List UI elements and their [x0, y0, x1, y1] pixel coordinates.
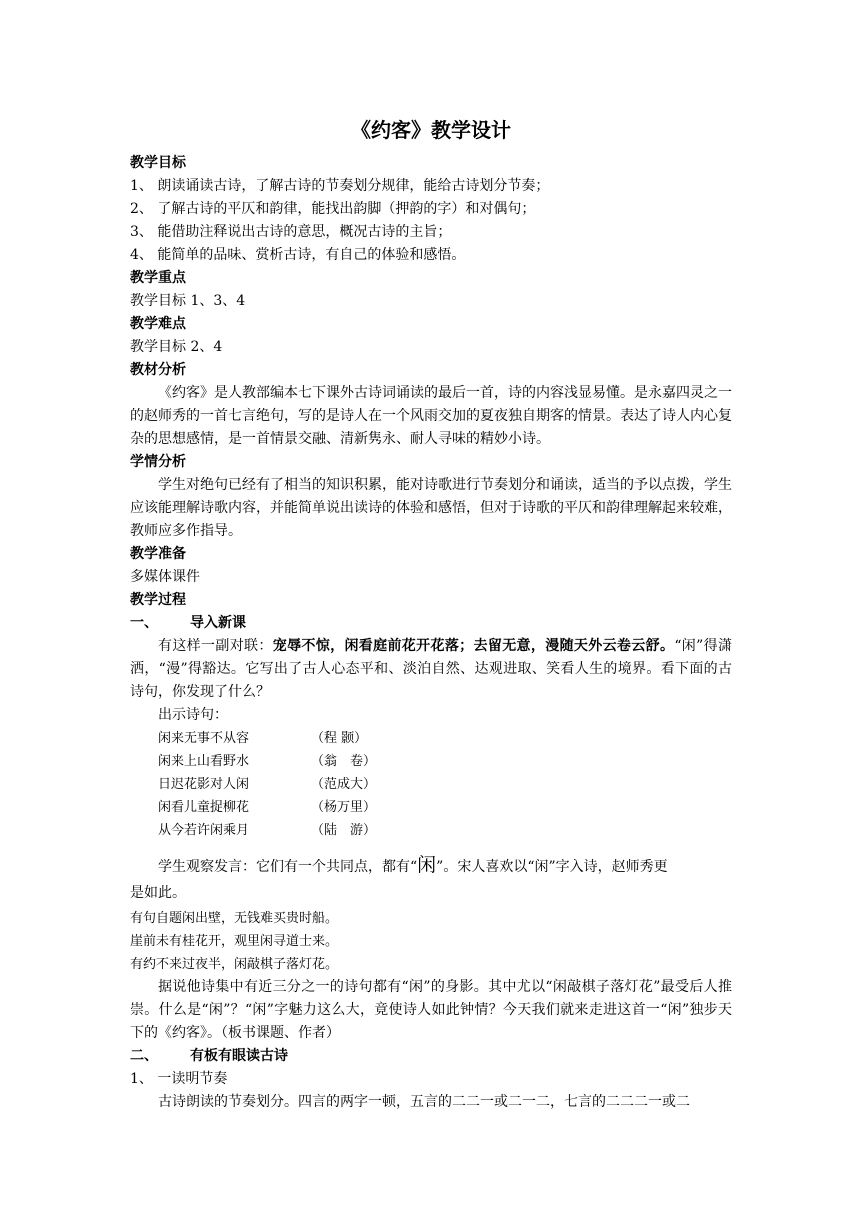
page-title: 《约客》教学设计	[351, 118, 511, 142]
heading-key-points: 教学重点	[130, 270, 186, 286]
intro-paragraph	[130, 635, 732, 704]
zhao-poem-line: 有句自题闲出壁，无钱难买贵时船。	[130, 911, 339, 926]
poem-line: 闲来上山看野水 （翁 卷）	[158, 754, 377, 769]
rhythm-paragraph: 古诗朗读的节奏划分。四言的两字一顿，五言的二二一或二一二，七言的二二二一或二	[158, 1094, 690, 1110]
section-1-heading	[130, 612, 732, 635]
zhao-poem-line: 崖前未有桂花开，观里闲寻道士来。	[130, 934, 339, 949]
heading-material-analysis: 教材分析	[130, 362, 186, 378]
heading-process: 教学过程	[130, 592, 186, 608]
objective-item: 1、 朗读诵读古诗，了解古诗的节奏划分规律，能给古诗划分节奏；	[130, 178, 550, 194]
observation-line: 学生观察发言：它们有一个共同点，都有“闲”。宋人喜欢以“闲”字入诗，赵师秀更	[158, 854, 668, 876]
poem-line: 日迟花影对人闲 （范成大）	[158, 777, 377, 792]
couplet-text: 宠辱不惊，闲看庭前花开花落；去留无意，漫随天外云卷云舒。	[272, 638, 675, 654]
intro-post: “闲”得潇洒，“漫”得豁达。它写出了古人心态平和、淡泊自然、达观进取、笑看人生的境界。看下面的古诗句，你发现了什么？	[130, 638, 732, 700]
spacer	[130, 842, 732, 850]
objective-item: 3、 能借助注释说出古诗的意思，概况古诗的主旨；	[130, 224, 452, 240]
show-poems-label: 出示诗句：	[158, 707, 228, 723]
observation-continuation: 是如此。	[130, 885, 186, 901]
poem-line: 从今若许闲乘月 （陆 游）	[158, 823, 377, 838]
difficulties-text: 教学目标 2、4	[130, 339, 223, 355]
poem-line: 闲来无事不从容 （程 颢）	[158, 731, 368, 746]
poem-line: 闲看儿童捉柳花 （杨万里）	[158, 800, 377, 815]
heading-preparation: 教学准备	[130, 546, 186, 562]
heading-difficulties: 教学难点	[130, 316, 186, 332]
xian-character: 闲	[417, 854, 437, 876]
intro-pre: 有这样一副对联：	[158, 638, 273, 654]
material-analysis-paragraph: 《约客》是人教部编本七下课外古诗词诵读的最后一首，诗的内容浅显易懂。是永嘉四灵之一的赵师秀的一首七言绝句，写的是诗人在一个风雨交加的夏夜独自期客的情景。表达了诗人内心复杂的思想感情，是一首情景交融、清新隽永、耐人寻味的精妙小诗。	[130, 385, 732, 447]
heading-objectives: 教学目标	[130, 155, 186, 171]
objective-item: 2、 了解古诗的平仄和韵律，能找出韵脚（押韵的字）和对偶句；	[130, 201, 536, 217]
subsection-heading: 1、 一读明节奏	[130, 1071, 228, 1087]
key-points-text: 教学目标 1、3、4	[130, 293, 246, 309]
document-page	[130, 112, 732, 1114]
xian-paragraph: 据说他诗集中有近三分之一的诗句都有“闲”的身影。其中尤以“闲敲棋子落灯花”最受后人推崇。什么是“闲”？“闲”字魅力这么大，竟使诗人如此钟情？今天我们就来走进这首一“闲”独步天下的《约客》。（板书课题、作者）	[130, 979, 732, 1041]
section-number: 一、	[130, 615, 158, 631]
section-2-heading	[130, 1045, 732, 1068]
section-label: 导入新课	[190, 615, 246, 631]
heading-student-analysis: 学情分析	[130, 454, 186, 470]
student-analysis-paragraph: 学生对绝句已经有了相当的知识积累，能对诗歌进行节奏划分和诵读，适当的予以点拨，学生应该能理解诗歌内容，并能简单说出读诗的体验和感悟，但对于诗歌的平仄和韵律理解起来较难，教师应多作指导。	[130, 477, 732, 539]
zhao-poem-line: 有约不来过夜半，闲敲棋子落灯花。	[130, 957, 339, 972]
section-number: 二、	[130, 1048, 158, 1064]
preparation-text: 多媒体课件	[130, 569, 200, 585]
section-label: 有板有眼读古诗	[190, 1048, 288, 1064]
objective-item: 4、 能简单的品味、赏析古诗，有自己的体验和感悟。	[130, 247, 466, 263]
